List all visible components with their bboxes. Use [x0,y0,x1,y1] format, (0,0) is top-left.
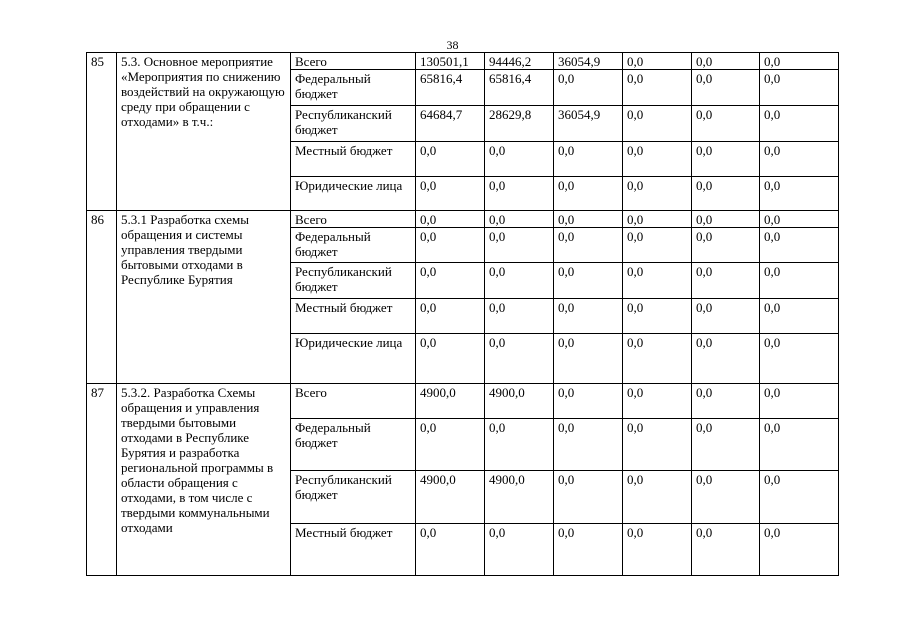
value-cell: 0,0 [416,142,485,177]
value-cell: 0,0 [760,211,839,228]
value-cell: 0,0 [623,524,692,576]
value-cell: 0,0 [760,177,839,211]
funding-category: Юридические лица [291,177,416,211]
value-cell: 0,0 [760,70,839,106]
activity-name: 5.3. Основное мероприятие «Мероприятия по снижению воздействий на окружающую среду при обращении с отходами» в т.ч.: [117,53,291,211]
value-cell: 0,0 [692,70,760,106]
value-cell: 0,0 [760,299,839,334]
value-cell: 0,0 [416,524,485,576]
value-cell: 0,0 [554,177,623,211]
value-cell: 64684,7 [416,106,485,142]
funding-category: Местный бюджет [291,142,416,177]
value-cell: 0,0 [692,524,760,576]
value-cell: 0,0 [485,228,554,263]
value-cell: 0,0 [692,53,760,70]
value-cell: 4900,0 [485,471,554,524]
value-cell: 0,0 [692,384,760,419]
value-cell: 0,0 [416,263,485,299]
value-cell: 0,0 [623,228,692,263]
value-cell: 0,0 [554,211,623,228]
value-cell: 0,0 [623,334,692,384]
value-cell: 0,0 [760,228,839,263]
value-cell: 0,0 [554,299,623,334]
value-cell: 0,0 [692,263,760,299]
funding-category: Республиканский бюджет [291,263,416,299]
value-cell: 0,0 [554,228,623,263]
value-cell: 0,0 [485,299,554,334]
value-cell: 0,0 [554,142,623,177]
table-row [87,211,839,228]
value-cell: 4900,0 [416,384,485,419]
funding-category: Юридические лица [291,334,416,384]
value-cell: 0,0 [760,419,839,471]
value-cell: 0,0 [760,263,839,299]
funding-category: Республиканский бюджет [291,471,416,524]
value-cell: 0,0 [760,384,839,419]
value-cell: 0,0 [692,211,760,228]
budget-table [86,52,839,576]
value-cell: 65816,4 [416,70,485,106]
value-cell: 0,0 [623,263,692,299]
value-cell: 0,0 [485,334,554,384]
value-cell: 0,0 [760,334,839,384]
value-cell: 0,0 [485,211,554,228]
value-cell: 0,0 [485,419,554,471]
value-cell: 0,0 [692,419,760,471]
value-cell: 0,0 [554,524,623,576]
value-cell: 0,0 [623,70,692,106]
value-cell: 0,0 [485,263,554,299]
value-cell: 0,0 [760,142,839,177]
value-cell: 36054,9 [554,106,623,142]
row-number: 85 [87,53,117,211]
value-cell: 4900,0 [485,384,554,419]
value-cell: 0,0 [692,142,760,177]
value-cell: 0,0 [692,471,760,524]
value-cell: 0,0 [416,419,485,471]
value-cell: 65816,4 [485,70,554,106]
value-cell: 0,0 [554,384,623,419]
value-cell: 0,0 [416,299,485,334]
value-cell: 0,0 [623,384,692,419]
value-cell: 0,0 [485,524,554,576]
value-cell: 0,0 [623,142,692,177]
value-cell: 0,0 [692,299,760,334]
row-number: 86 [87,211,117,384]
activity-name: 5.3.2. Разработка Схемы обращения и управления твердыми бытовыми отходами в Республике Бурятия и разработка региональной программы в области обращения с отходами, в том числе с твердыми коммунальными отходами [117,384,291,576]
row-number: 87 [87,384,117,576]
activity-name: 5.3.1 Разработка схемы обращения и системы управления твердыми бытовыми отходами в Республике Бурятия [117,211,291,384]
value-cell: 0,0 [554,334,623,384]
funding-category: Местный бюджет [291,524,416,576]
value-cell: 0,0 [623,177,692,211]
page-number: 38 [446,38,459,52]
value-cell: 0,0 [623,419,692,471]
value-cell: 0,0 [692,177,760,211]
value-cell: 0,0 [416,211,485,228]
value-cell: 0,0 [692,228,760,263]
funding-category: Республиканский бюджет [291,106,416,142]
value-cell: 94446,2 [485,53,554,70]
value-cell: 0,0 [623,106,692,142]
value-cell: 0,0 [692,106,760,142]
funding-category: Федеральный бюджет [291,419,416,471]
funding-category: Местный бюджет [291,299,416,334]
value-cell: 28629,8 [485,106,554,142]
value-cell: 0,0 [554,471,623,524]
value-cell: 36054,9 [554,53,623,70]
funding-category: Федеральный бюджет [291,228,416,263]
value-cell: 0,0 [554,419,623,471]
value-cell: 0,0 [760,106,839,142]
value-cell: 0,0 [416,177,485,211]
value-cell: 4900,0 [416,471,485,524]
value-cell: 0,0 [760,524,839,576]
value-cell: 0,0 [554,70,623,106]
table-row [87,384,839,419]
value-cell: 0,0 [623,211,692,228]
value-cell: 0,0 [760,53,839,70]
funding-category: Всего [291,384,416,419]
value-cell: 130501,1 [416,53,485,70]
value-cell: 0,0 [623,53,692,70]
funding-category: Всего [291,211,416,228]
value-cell: 0,0 [416,334,485,384]
table-row [87,53,839,70]
value-cell: 0,0 [485,177,554,211]
value-cell: 0,0 [760,471,839,524]
funding-category: Федеральный бюджет [291,70,416,106]
value-cell: 0,0 [692,334,760,384]
value-cell: 0,0 [485,142,554,177]
value-cell: 0,0 [623,471,692,524]
funding-category: Всего [291,53,416,70]
value-cell: 0,0 [623,299,692,334]
value-cell: 0,0 [416,228,485,263]
value-cell: 0,0 [554,263,623,299]
